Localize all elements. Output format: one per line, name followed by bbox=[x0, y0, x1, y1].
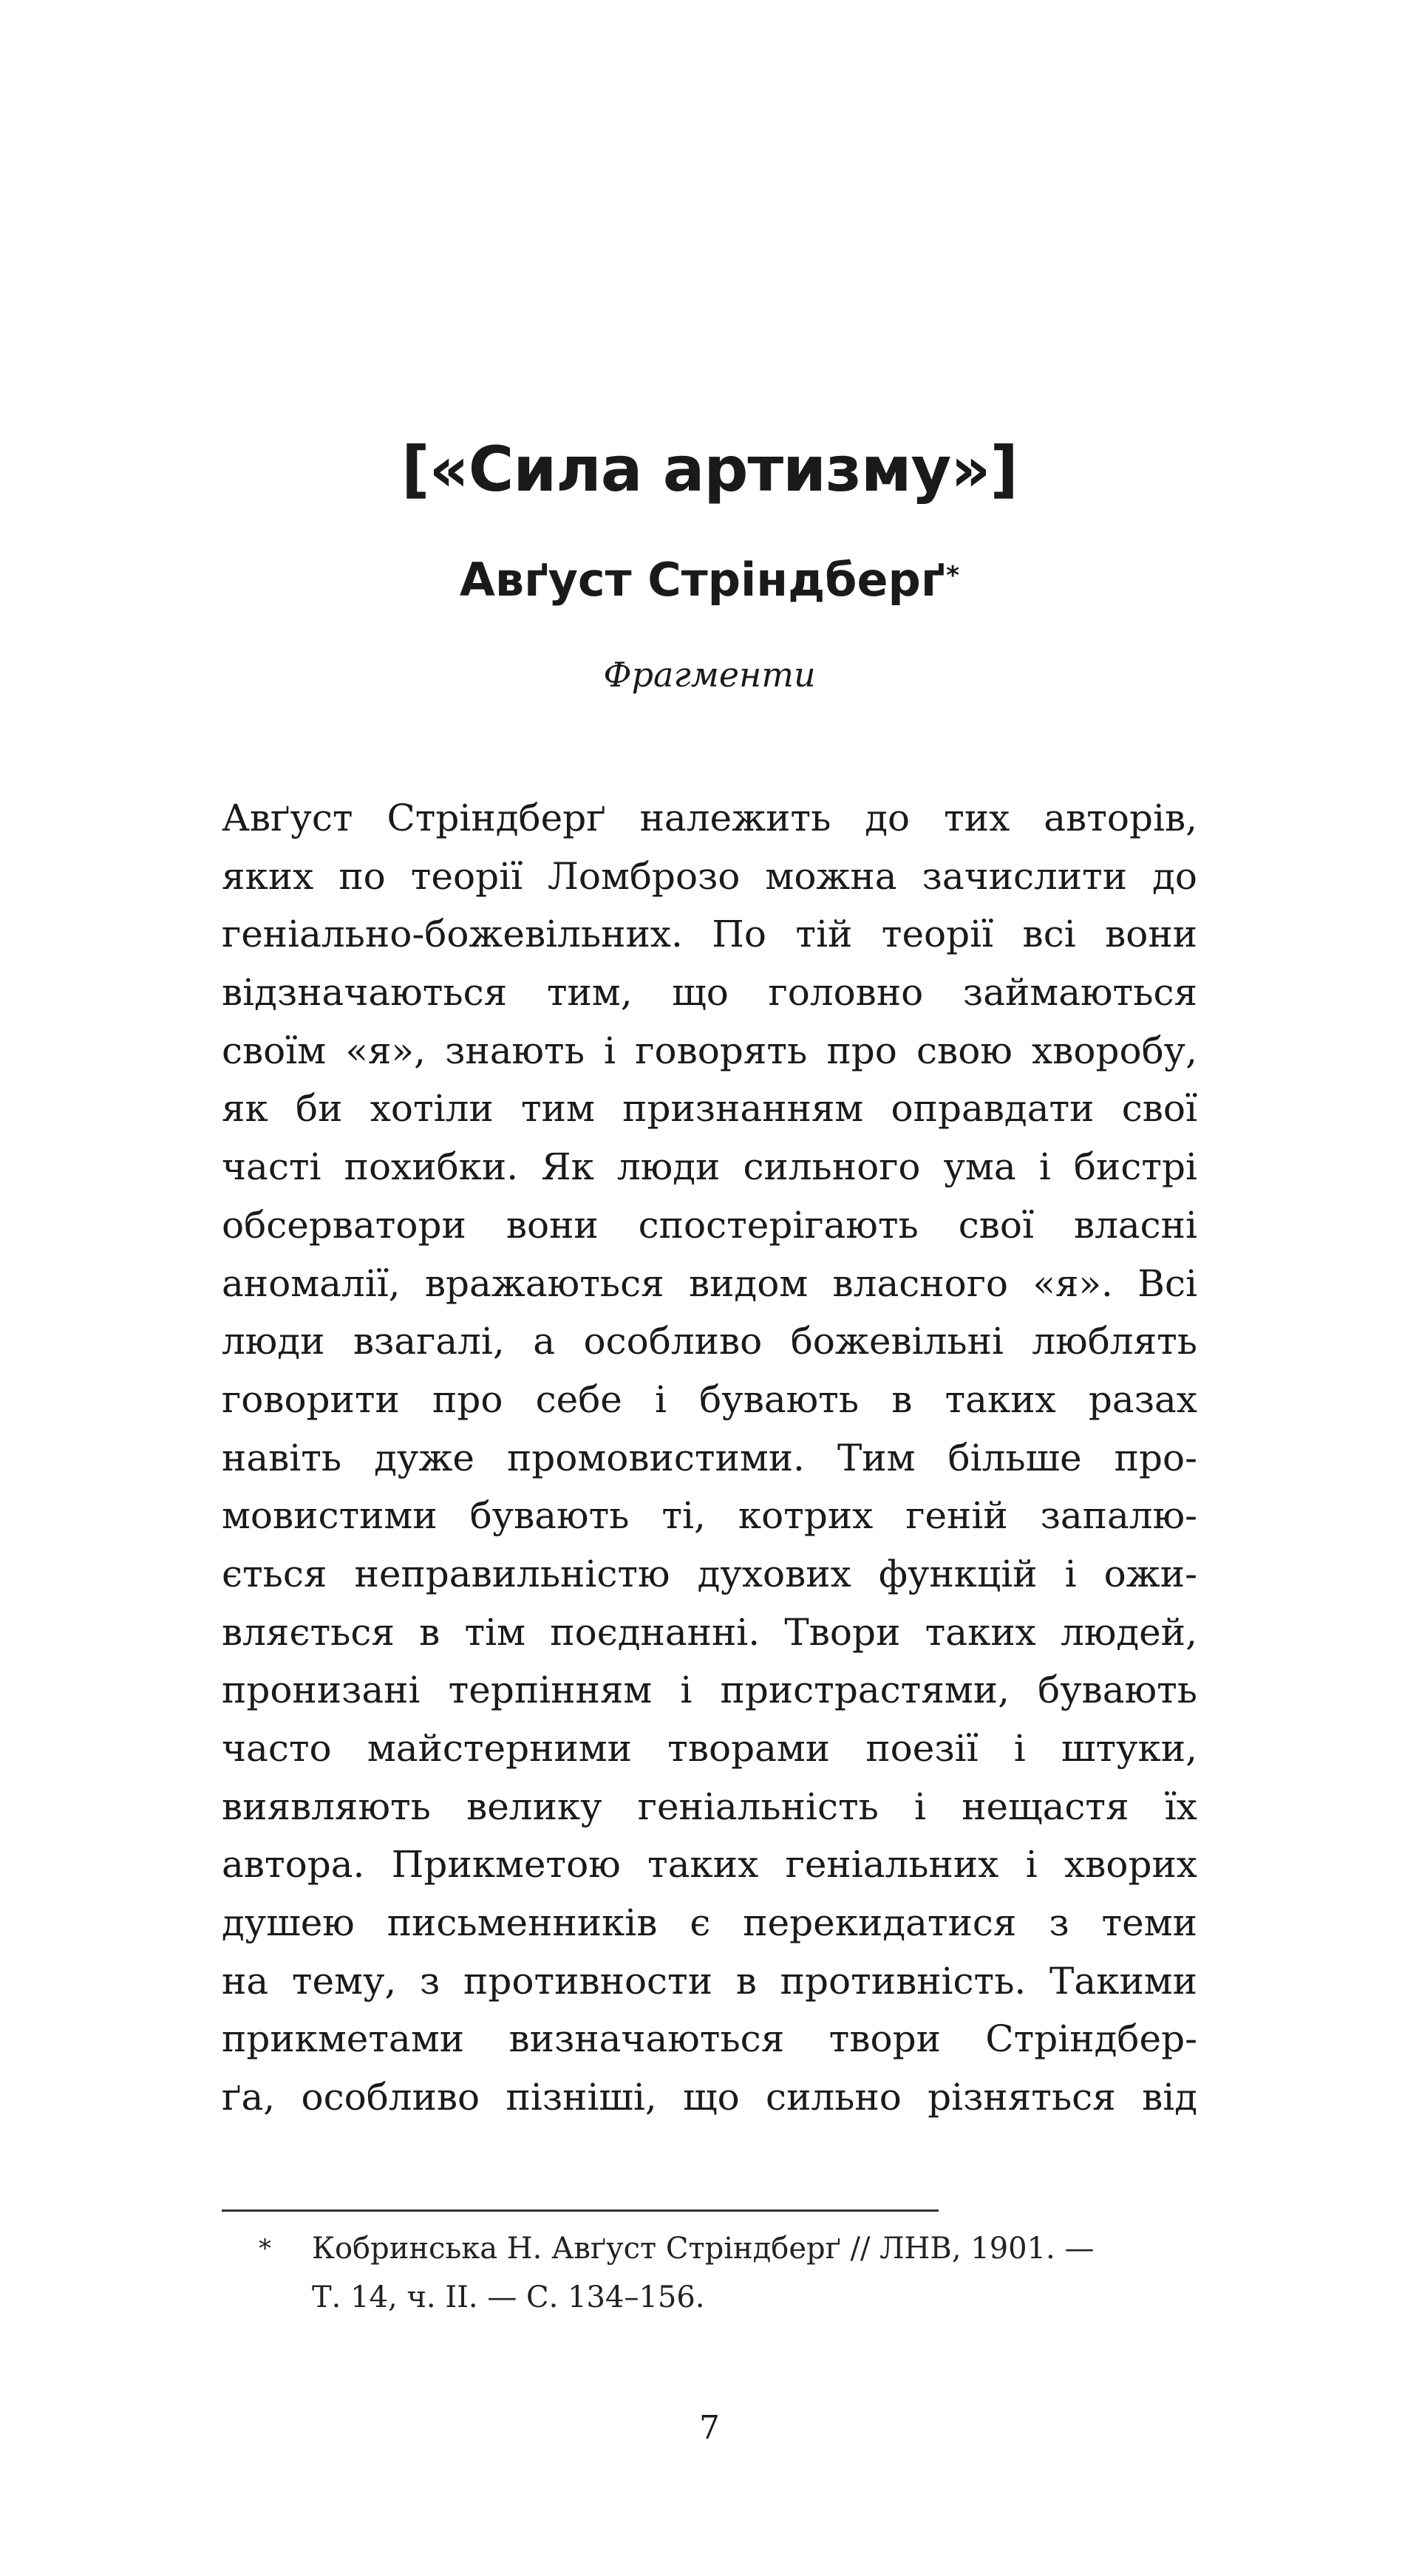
section-subtitle: Фрагменти bbox=[603, 655, 816, 695]
text-line: ґа, особливо пізніші, що сильно різняться від bbox=[222, 2076, 1197, 2119]
text-line: аномалії, вражаються видом власного «я». Всі bbox=[222, 1261, 1197, 1305]
footnote-text bbox=[312, 2224, 1199, 2322]
text-line: люди взагалі, а особливо божевільні люблять bbox=[222, 1320, 1197, 1363]
text-line: на тему, з противности в противність. Такими bbox=[222, 1959, 1197, 2003]
text-line: мовистими бувають ті, котрих геній запалю- bbox=[222, 1494, 1197, 1538]
text-line: вляється в тім поєднанні. Твори таких людей, bbox=[222, 1610, 1197, 1654]
text-line: геніально-божевільних. По тій теорії всі вони bbox=[222, 913, 1197, 956]
text-line: часті похибки. Як люди сильного ума і бистрі bbox=[222, 1145, 1197, 1189]
text-line: як би хотіли тим признанням оправдати свої bbox=[222, 1087, 1197, 1131]
footnote-reference-mark: * bbox=[946, 561, 960, 590]
text-line: відзначаються тим, що головно займаються bbox=[222, 971, 1197, 1015]
text-line: говорити про себе і бувають в таких разах bbox=[222, 1377, 1197, 1421]
text-line: Авґуст Стріндберґ належить до тих авторів, bbox=[222, 797, 1197, 839]
chapter-title: [«Сила артизму»] bbox=[401, 433, 1018, 505]
text-line: яких по теорії Ломброзо можна зачислити до bbox=[222, 854, 1197, 898]
text-line: пронизані терпінням і пристрастями, бувають bbox=[222, 1669, 1197, 1712]
footnote-line: Т. 14, ч. ІІ. — С. 134–156. bbox=[312, 2280, 705, 2314]
text-line: виявляють велику геніальність і нещастя їх bbox=[222, 1785, 1197, 1828]
text-line: своїм «я», знають і говорять про свою хворобу, bbox=[222, 1029, 1197, 1072]
text-line: прикметами визначаються твори Стріндбер- bbox=[222, 2017, 1197, 2061]
body-paragraph bbox=[222, 789, 1197, 2127]
author-name-text: Авґуст Стріндберґ bbox=[459, 553, 945, 607]
text-line: навіть дуже промовистими. Тим більше про- bbox=[222, 1436, 1197, 1479]
text-line: автора. Прикметою таких геніальних і хворих bbox=[222, 1843, 1197, 1887]
text-line: часто майстерними творами поезії і штуки, bbox=[222, 1727, 1197, 1770]
text-line: обсерватори вони спостерігають свої власні bbox=[222, 1203, 1197, 1247]
text-line: душею письменників є перекидатися з теми bbox=[222, 1901, 1197, 1945]
text-line: ється неправильністю духових функцій і ожи- bbox=[222, 1552, 1197, 1595]
footnote-line: Кобринська Н. Авґуст Стріндберґ // ЛНВ, 1901. — bbox=[312, 2232, 1095, 2266]
author-name bbox=[0, 547, 1419, 613]
footnote-divider bbox=[222, 2209, 939, 2212]
page-number: 7 bbox=[699, 2409, 720, 2447]
footnote-mark: * bbox=[259, 2234, 271, 2263]
